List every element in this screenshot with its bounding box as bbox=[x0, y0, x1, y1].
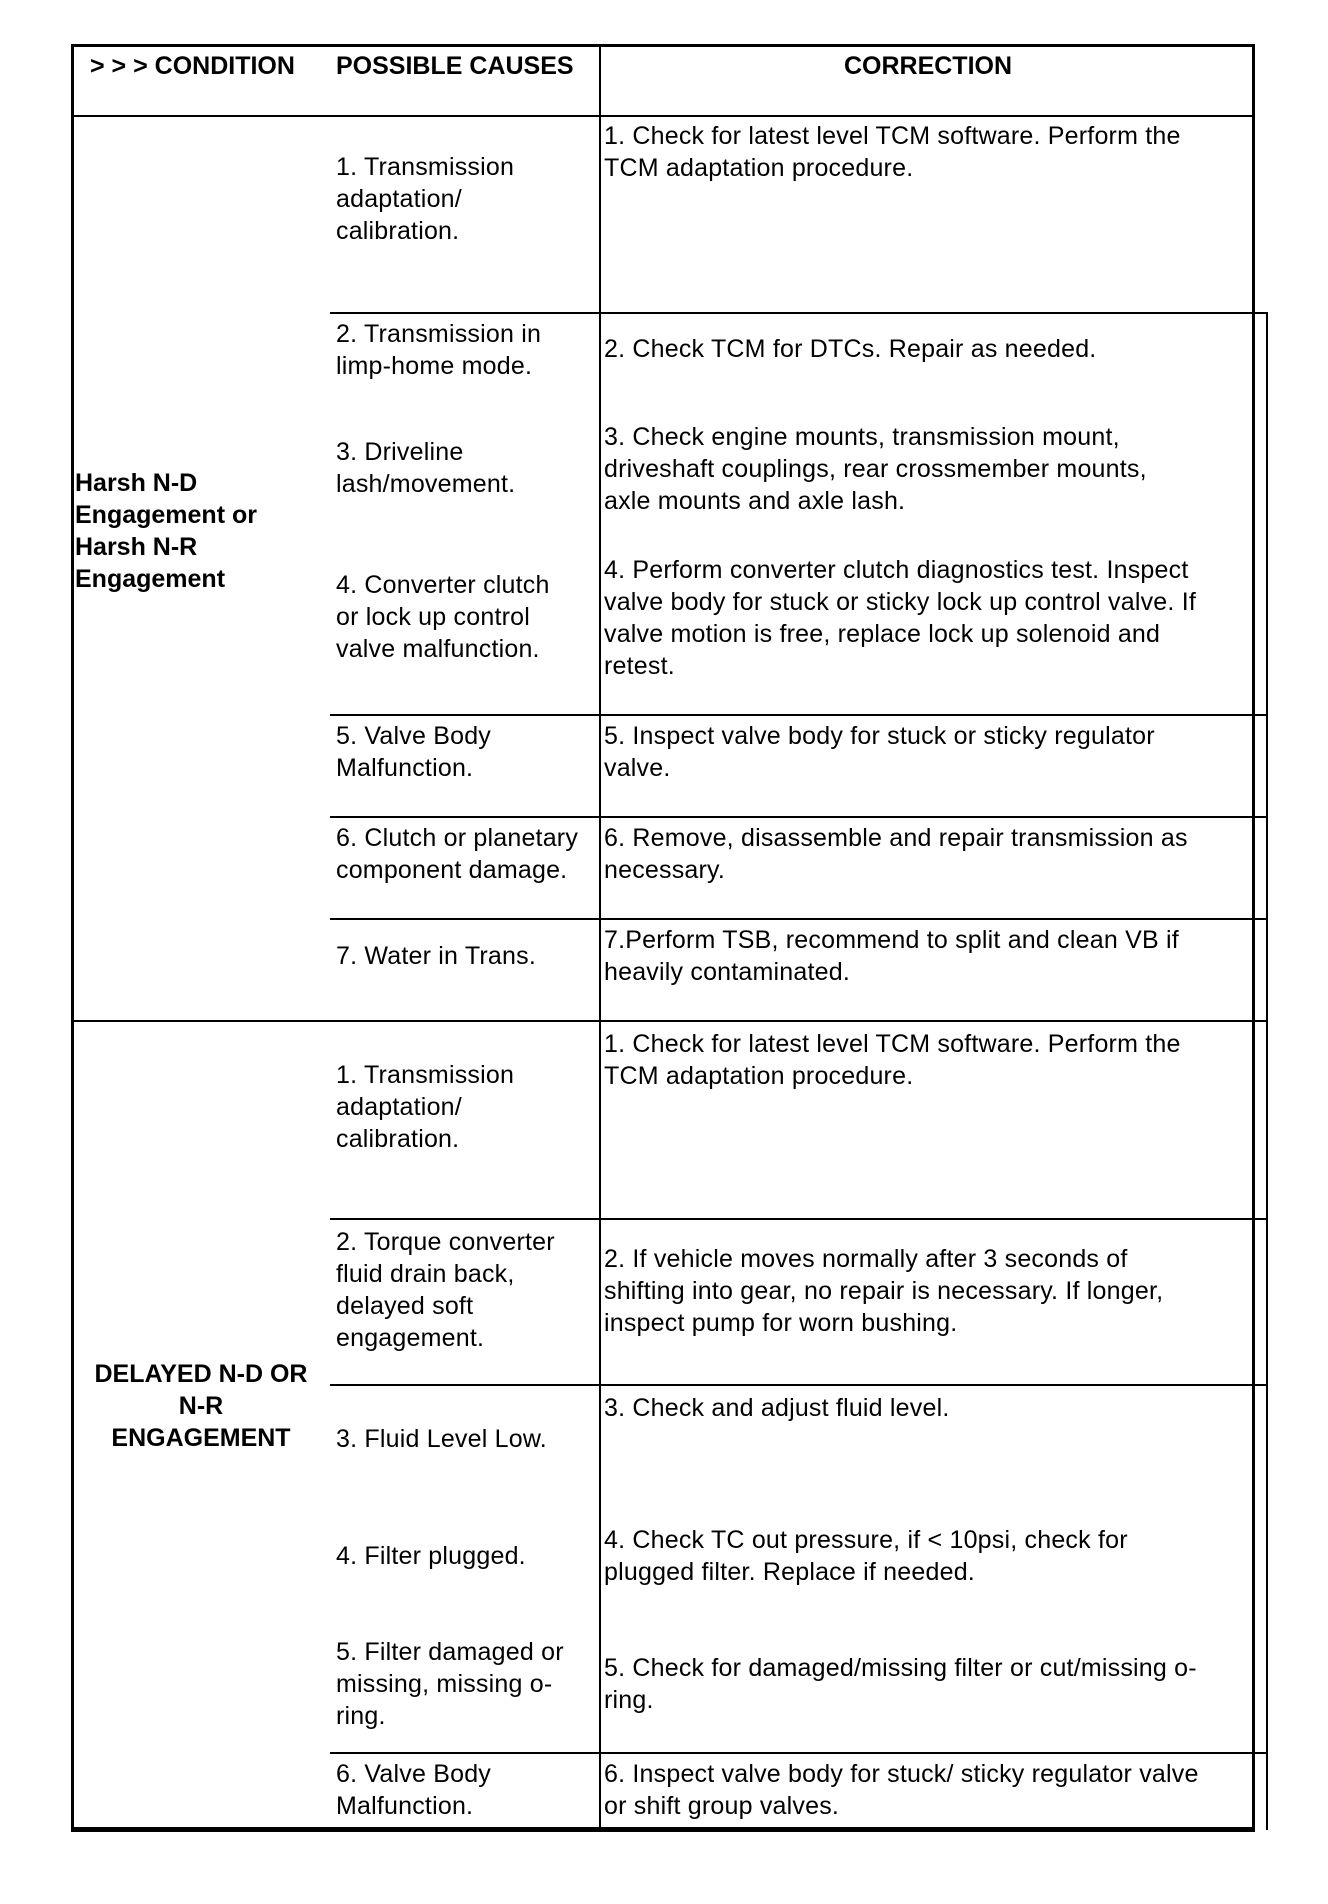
row-rule bbox=[330, 918, 1268, 920]
correction-cell: 5. Inspect valve body for stuck or sticky regulator valve. bbox=[604, 722, 1155, 782]
condition-delayed-engagement: DELAYED N-D OR N-R ENGAGEMENT bbox=[94, 1360, 308, 1452]
cause-cell: 6. Clutch or planetary component damage. bbox=[336, 824, 579, 884]
cause-cell: 5. Filter damaged or missing, missing o- ring. bbox=[336, 1638, 564, 1730]
correction-cell: 7.Perform TSB, recommend to split and clean VB if heavily contaminated. bbox=[604, 926, 1179, 986]
cause-cell: 6. Valve Body Malfunction. bbox=[336, 1760, 492, 1820]
row-rule bbox=[330, 1218, 1268, 1220]
header-causes: POSSIBLE CAUSES bbox=[336, 52, 574, 80]
correction-cell: 2. If vehicle moves normally after 3 seconds of shifting into gear, no repair is necessary. If longer, inspect pump for worn bushing. bbox=[604, 1245, 1164, 1337]
condition-harsh-engagement: Harsh N-D Engagement or Harsh N-R Engagement bbox=[75, 469, 257, 593]
cause-cell: 2. Torque converter fluid drain back, delayed soft engagement. bbox=[336, 1228, 555, 1352]
group-rule bbox=[71, 1020, 1268, 1022]
correction-cell: 4. Perform converter clutch diagnostics test. Inspect valve body for stuck or sticky lock up control valve. If valve motion is free, replace lock up solenoid and retest. bbox=[604, 556, 1196, 680]
row-rule bbox=[330, 816, 1268, 818]
correction-cell: 6. Remove, disassemble and repair transmission as necessary. bbox=[604, 824, 1188, 884]
cause-cell: 7. Water in Trans. bbox=[336, 942, 536, 970]
correction-cell: 3. Check engine mounts, transmission mount, driveshaft couplings, rear crossmember mounts, axle mounts and axle lash. bbox=[604, 423, 1147, 515]
correction-cell: 1. Check for latest level TCM software. Perform the TCM adaptation procedure. bbox=[604, 122, 1181, 182]
row-rule bbox=[330, 1384, 1268, 1386]
correction-cell: 6. Inspect valve body for stuck/ sticky regulator valve or shift group valves. bbox=[604, 1760, 1199, 1820]
header-correction: CORRECTION bbox=[843, 52, 1013, 80]
cause-cell: 5. Valve Body Malfunction. bbox=[336, 722, 492, 782]
row-rule bbox=[330, 714, 1268, 716]
correction-cell: 4. Check TC out pressure, if < 10psi, check for plugged filter. Replace if needed. bbox=[604, 1526, 1128, 1586]
correction-cell: 2. Check TCM for DTCs. Repair as needed. bbox=[604, 335, 1097, 363]
header-condition: > > > CONDITION bbox=[90, 52, 295, 80]
cause-cell: 4. Filter plugged. bbox=[336, 1542, 526, 1570]
header-rule bbox=[71, 115, 1255, 117]
cause-cell: 1. Transmission adaptation/ calibration. bbox=[336, 153, 515, 245]
row-rule bbox=[330, 312, 1268, 314]
cause-cell: 1. Transmission adaptation/ calibration. bbox=[336, 1061, 515, 1153]
row-rule bbox=[330, 1752, 1268, 1754]
correction-cell: 1. Check for latest level TCM software. Perform the TCM adaptation procedure. bbox=[604, 1030, 1181, 1090]
cause-cell: 4. Converter clutch or lock up control valve malfunction. bbox=[336, 571, 550, 663]
correction-cell: 3. Check and adjust fluid level. bbox=[604, 1394, 950, 1422]
right-inner-rule bbox=[1266, 312, 1268, 1830]
cause-cell: 3. Driveline lash/movement. bbox=[336, 438, 516, 498]
cause-cell: 3. Fluid Level Low. bbox=[336, 1425, 547, 1453]
cause-cell: 2. Transmission in limp-home mode. bbox=[336, 320, 542, 380]
correction-cell: 5. Check for damaged/missing filter or cut/missing o- ring. bbox=[604, 1654, 1197, 1714]
